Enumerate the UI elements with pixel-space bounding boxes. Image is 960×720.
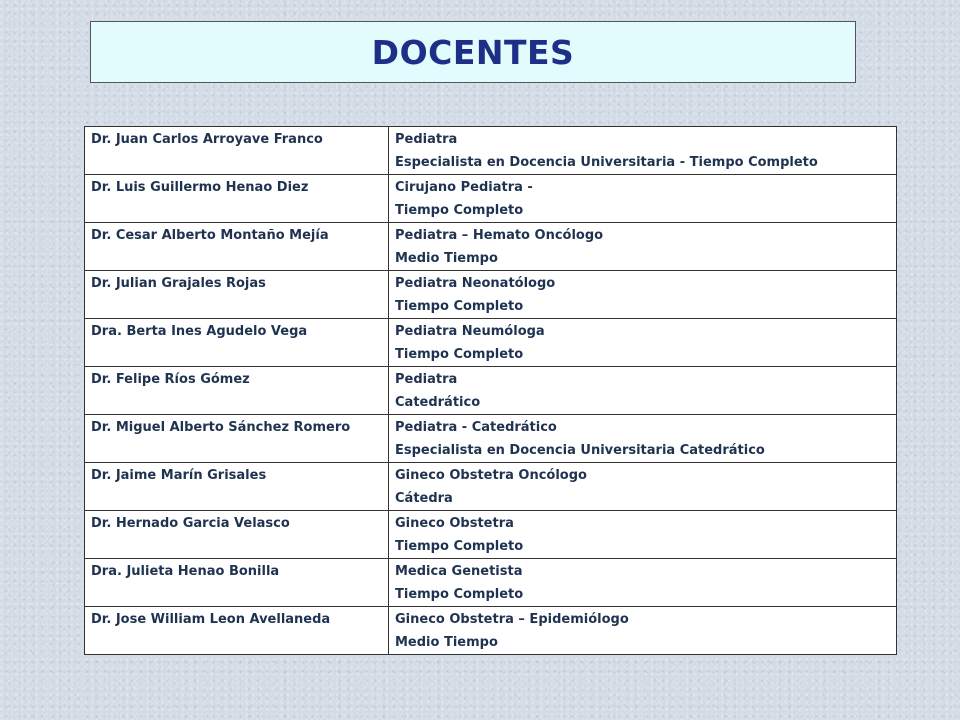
table-row [85,511,897,559]
table-row [85,559,897,607]
faculty-position-cell [389,463,897,511]
table-row [85,607,897,655]
faculty-appointment: Tiempo Completo [395,347,524,362]
page-title: DOCENTES [371,32,575,72]
faculty-position-cell [389,319,897,367]
faculty-table [84,126,897,655]
faculty-position-cell [389,607,897,655]
faculty-appointment: Cátedra [395,491,453,506]
faculty-appointment: Catedrático [395,395,481,410]
faculty-name: Dr. Jose William Leon Avellaneda [85,607,389,655]
faculty-appointment: Tiempo Completo [395,203,524,218]
faculty-name: Dr. Felipe Ríos Gómez [85,367,389,415]
faculty-appointment: Especialista en Docencia Universitaria Catedrático [395,443,765,458]
table-row [85,175,897,223]
faculty-role: Pediatra – Hemato Oncólogo [395,228,604,243]
faculty-position-cell [389,415,897,463]
faculty-role: Medica Genetista [395,564,523,579]
faculty-role: Gineco Obstetra – Epidemiólogo [395,612,629,627]
faculty-role: Pediatra [395,132,458,147]
faculty-position-cell [389,127,897,175]
faculty-role: Pediatra [395,372,458,387]
faculty-appointment: Tiempo Completo [395,587,524,602]
table-row [85,319,897,367]
table-row [85,223,897,271]
faculty-position-cell [389,559,897,607]
title-box [90,21,856,83]
faculty-appointment: Especialista en Docencia Universitaria - Tiempo Completo [395,155,818,170]
faculty-position-cell [389,223,897,271]
faculty-name: Dr. Cesar Alberto Montaño Mejía [85,223,389,271]
faculty-name: Dra. Berta Ines Agudelo Vega [85,319,389,367]
faculty-role: Pediatra - Catedrático [395,420,557,435]
faculty-appointment: Medio Tiempo [395,635,498,650]
table-row [85,271,897,319]
faculty-name: Dra. Julieta Henao Bonilla [85,559,389,607]
faculty-appointment: Tiempo Completo [395,539,524,554]
faculty-position-cell [389,367,897,415]
faculty-name: Dr. Julian Grajales Rojas [85,271,389,319]
faculty-role: Cirujano Pediatra - [395,180,533,195]
table-row [85,367,897,415]
faculty-appointment: Tiempo Completo [395,299,524,314]
faculty-role: Pediatra Neumóloga [395,324,545,339]
faculty-role: Pediatra Neonatólogo [395,276,556,291]
faculty-appointment: Medio Tiempo [395,251,498,266]
faculty-role: Gineco Obstetra [395,516,514,531]
faculty-position-cell [389,511,897,559]
faculty-position-cell [389,175,897,223]
table-row [85,127,897,175]
faculty-name: Dr. Juan Carlos Arroyave Franco [85,127,389,175]
faculty-position-cell [389,271,897,319]
table-row [85,463,897,511]
faculty-name: Dr. Luis Guillermo Henao Diez [85,175,389,223]
faculty-name: Dr. Jaime Marín Grisales [85,463,389,511]
faculty-name: Dr. Hernado Garcia Velasco [85,511,389,559]
table-row [85,415,897,463]
faculty-name: Dr. Miguel Alberto Sánchez Romero [85,415,389,463]
faculty-role: Gineco Obstetra Oncólogo [395,468,587,483]
